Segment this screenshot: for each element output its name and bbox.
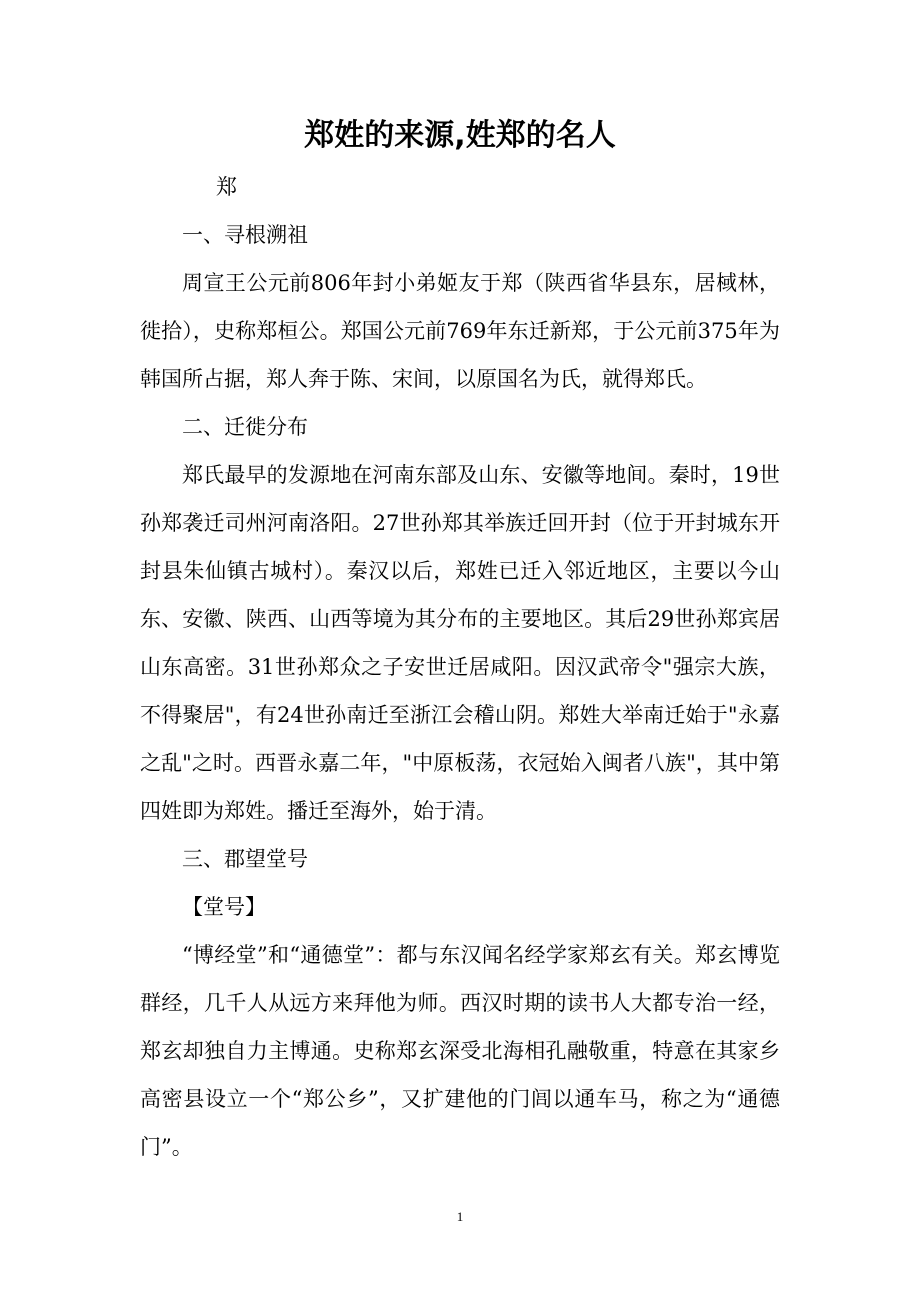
paragraph-hall-names: “博经堂”和“通德堂”：都与东汉闻名经学家郑玄有关。郑玄博览群经，几千人从远方来拜他为师。西汉时期的读书人大都专治一经，郑玄却独自力主博通。史称郑玄深受北海相孔融敬重，特意在其家乡高密县设立一个“郑公乡”，又扩建他的门闾以通车马，称之为“通德门”。 [140, 943, 780, 1159]
surname-label: 郑 [216, 175, 237, 199]
document-body [140, 163, 780, 1171]
paragraph-migration: 郑氏最早的发源地在河南东部及山东、安徽等地间。秦时，19世孙郑袭迁司州河南洛阳。27世孙郑其举族迁回开封（位于开封城东开封县朱仙镇古城村）。秦汉以后，郑姓已迁入邻近地区，主要以今山东、安徽、陕西、山西等境为其分布的主要地区。其后29世孙郑宾居山东高密。31世孙郑众之子安世迁居咸阳。因汉武帝令"强宗大族，不得聚居"，有24世孙南迁至浙江会稽山阴。郑姓大举南迁始于"永嘉之乱"之时。西晋永嘉二年，"中原板荡，衣冠始入闽者八族"，其中第四姓即为郑姓。播迁至海外，始于清。 [140, 463, 780, 823]
paragraph-origin: 周宣王公元前806年封小弟姬友于郑（陕西省华县东，居棫林，徙拾），史称郑桓公。郑国公元前769年东迁新郑，于公元前375年为韩国所占据，郑人奔于陈、宋间，以原国名为氏，就得郑氏。 [140, 271, 780, 391]
section-heading-origin: 一、寻根溯祖 [182, 223, 308, 247]
subheading-hall-name: 【堂号】 [182, 895, 266, 919]
section-heading-migration: 二、迁徙分布 [182, 415, 308, 439]
page-number: 1 [456, 1209, 464, 1224]
document-title: 郑姓的来源,姓郑的名人 [304, 118, 616, 153]
section-heading-hall-names: 三、郡望堂号 [182, 847, 308, 871]
